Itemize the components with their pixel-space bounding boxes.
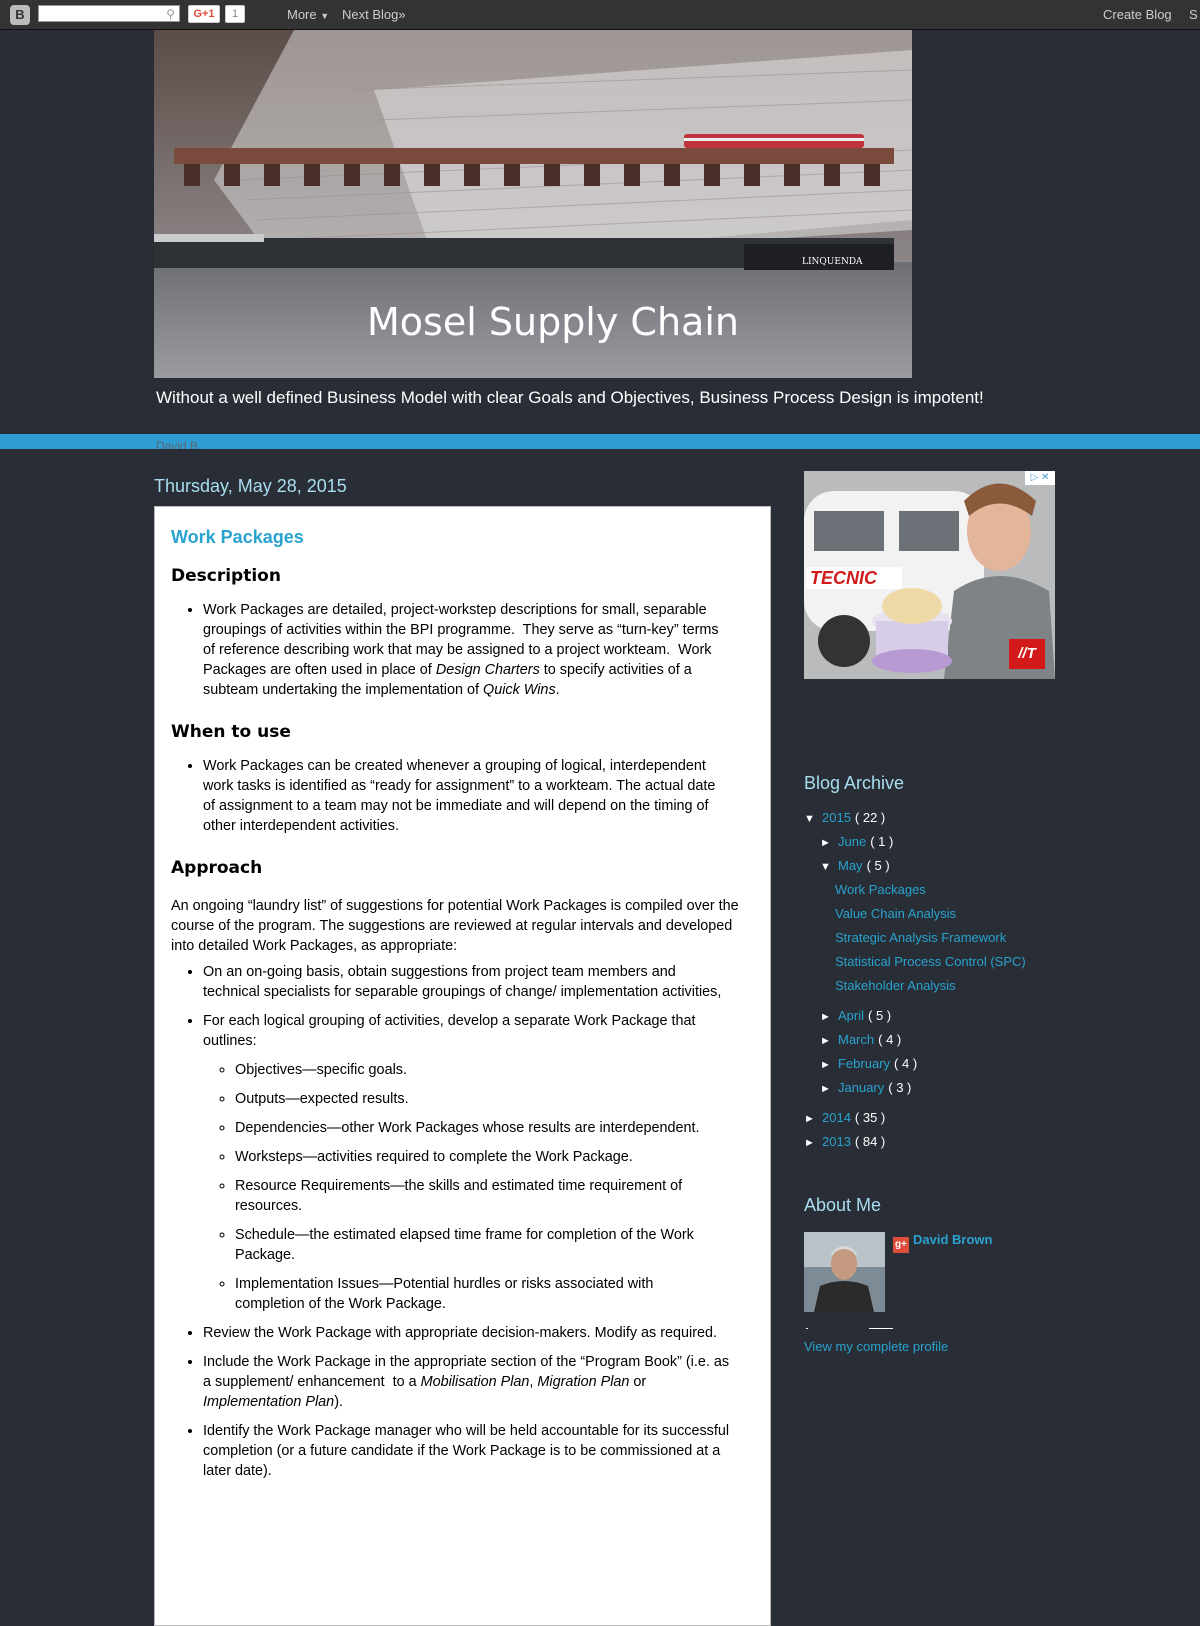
approach-item [203,1011,754,1314]
outline-item: ◦ Implementation Issues—Potential hurdles or risks associated with completion of the Work Package. [235,1274,730,1314]
post-body [154,506,771,1626]
outline-item: ◦ Dependencies—other Work Packages whose results are interdependent. [235,1118,730,1138]
caret-down-icon: ▼ [320,11,330,21]
toggle-collapsed-icon[interactable]: ► [820,1059,831,1071]
when-to-use-item: • Work Packages can be created whenever a grouping of logical, interdependent work tasks is identified as “ready for assignment” to a workteam. The actual date of assignment to a team may not be immediate and will depend on the timing of other interdependent activities. [203,756,754,836]
outline-item: ◦ Resource Requirements—the skills and estimated time requirement of resources. [235,1176,730,1216]
archive-year-link[interactable]: 2015 [822,810,851,825]
archive-link[interactable]: January [838,1080,885,1095]
description-item: • Work Packages are detailed, project-workstep descriptions for small, separable groupings of activities within the BPI programme. They serve as “turn-key” terms of reference describing work that may be assigned to a project workteam. Work Packages are often used in place of Design Charters to specify activities of a subteam undertaking the implementation of Quick Wins. [203,600,754,700]
archive-year [804,1130,1054,1154]
blogger-navbar [0,0,1200,30]
archive-month-link[interactable]: May [838,858,863,873]
profile-divider [869,1328,893,1329]
approach-item: • Review the Work Package with appropriate decision-makers. Modify as required. [203,1323,754,1343]
approach-item: • Identify the Work Package manager who will be held accountable for its successful completion (or a future candidate if the Work Package is to be commissioned at a later date). [203,1421,754,1481]
archive-month-may [804,854,1054,878]
post-date-header: Thursday, May 28, 2015 [154,476,347,496]
toggle-expanded-icon[interactable]: ▼ [820,861,831,873]
approach-intro: An ongoing “laundry list” of suggestions for potential Work Packages is compiled over the course of the program. The suggestions are reviewed at regular intervals and developed into detailed Work Packages, as appropriate: [171,898,739,954]
more-label: More [287,7,317,22]
archive-count: ( 5 ) [866,858,890,873]
header-image[interactable] [154,30,912,378]
archive-count: ( 3 ) [888,1080,912,1095]
blog-archive [804,806,1054,1154]
sign-in-link[interactable]: S [1189,7,1198,22]
toggle-collapsed-icon[interactable]: ► [804,1113,815,1125]
ad-brand-text: TECNIC [806,567,902,589]
toggle-collapsed-icon[interactable]: ► [820,1011,831,1023]
outline-item: ◦ Worksteps—activities required to complete the Work Package. [235,1147,730,1167]
archive-post-link[interactable]: Strategic Analysis Framework [835,930,1007,945]
blog-title[interactable]: Mosel Supply Chain [367,300,739,344]
google-plus-one-button[interactable]: G+1 [188,5,220,23]
archive-post-link[interactable]: Stakeholder Analysis [835,978,956,993]
archive-count: ( 22 ) [854,810,886,825]
approach-item: • On an on-going basis, obtain suggestions from project team members and technical specialists for separable groupings of change/ implementation activities, [203,962,754,1002]
archive-count: ( 4 ) [878,1032,902,1047]
outline-item: ◦ Objectives—specific goals. [235,1060,730,1080]
profile-divider [806,1328,808,1329]
create-blog-link[interactable]: Create Blog [1103,7,1172,22]
when-to-use-list [171,756,754,836]
profile-avatar [804,1232,885,1312]
post-title[interactable]: Work Packages [171,527,304,547]
toggle-collapsed-icon[interactable]: ► [804,1137,815,1149]
archive-month [804,1076,1054,1100]
description-heading: Description [171,566,281,586]
archive-link[interactable]: 2014 [822,1110,851,1125]
archive-count: ( 5 ) [868,1008,892,1023]
archive-link[interactable]: March [838,1032,875,1047]
archive-post-link[interactable]: Value Chain Analysis [835,906,957,921]
ad-choices-icon[interactable]: ▷ ✕ [1025,471,1055,485]
next-blog-link[interactable]: Next Blog» [342,7,406,22]
toggle-collapsed-icon[interactable]: ► [820,1035,831,1047]
boat-name-text: LINQUENDA [802,257,863,267]
navbar-search-box [38,5,180,22]
sidebar-ad[interactable] [804,471,1055,679]
approach-item-text: For each logical grouping of activities, develop a separate Work Package that outlines: [203,1013,696,1049]
archive-link[interactable]: April [838,1008,865,1023]
google-plus-icon: g+ [893,1237,909,1253]
when-to-use-heading: When to use [171,722,291,742]
archive-count: ( 1 ) [870,834,894,849]
archive-month [804,830,1054,854]
toggle-collapsed-icon[interactable]: ► [820,1083,831,1095]
view-complete-profile-link[interactable]: View my complete profile [804,1339,949,1354]
outline-list [203,1060,730,1314]
archive-link[interactable]: February [838,1056,891,1071]
plus-one-count: 1 [225,5,245,23]
archive-month [804,1052,1054,1076]
description-list [171,600,754,700]
approach-item: • Include the Work Package in the appropriate section of the “Program Book” (i.e. as a supplement/ enhancement to a Mobilisation Plan, Migration Plan or Implementation Plan). [203,1352,754,1412]
outline-item: ◦ Schedule—the estimated elapsed time frame for completion of the Work Package. [235,1225,730,1265]
search-icon[interactable]: ⚲ [166,7,175,21]
archive-link[interactable]: 2013 [822,1134,851,1149]
outline-item: ◦ Outputs—expected results. [235,1089,730,1109]
archive-count: ( 84 ) [854,1134,886,1149]
archive-post-link[interactable]: Statistical Process Control (SPC) [835,954,1026,969]
archive-count: ( 4 ) [894,1056,918,1071]
archive-month [804,1028,1054,1052]
toggle-expanded-icon[interactable]: ▼ [804,813,815,825]
tabs-bar [0,434,1200,449]
blog-description: Without a well defined Business Model with clear Goals and Objectives, Business Process Design is impotent! [156,388,984,407]
archive-year [804,1106,1054,1130]
ad-logo: //T [1009,639,1045,669]
profile-name: David Brown [913,1232,993,1247]
archive-count: ( 35 ) [854,1110,886,1125]
tabs-author-text: David B... [156,439,209,449]
profile-name-link[interactable] [893,1232,992,1253]
profile-photo[interactable] [804,1232,885,1312]
toggle-collapsed-icon[interactable]: ► [820,837,831,849]
archive-year-2015 [804,806,1054,830]
archive-month [804,1004,1054,1028]
more-menu-button[interactable] [287,7,329,22]
blogger-logo-icon[interactable]: B [10,5,30,25]
navbar-search-input[interactable] [39,9,161,24]
approach-list [171,962,754,1481]
blog-archive-title: Blog Archive [804,773,905,793]
approach-heading: Approach [171,858,263,878]
about-me-title: About Me [804,1195,882,1215]
archive-link[interactable]: June [838,834,867,849]
archive-post-link[interactable]: Work Packages [835,882,926,897]
